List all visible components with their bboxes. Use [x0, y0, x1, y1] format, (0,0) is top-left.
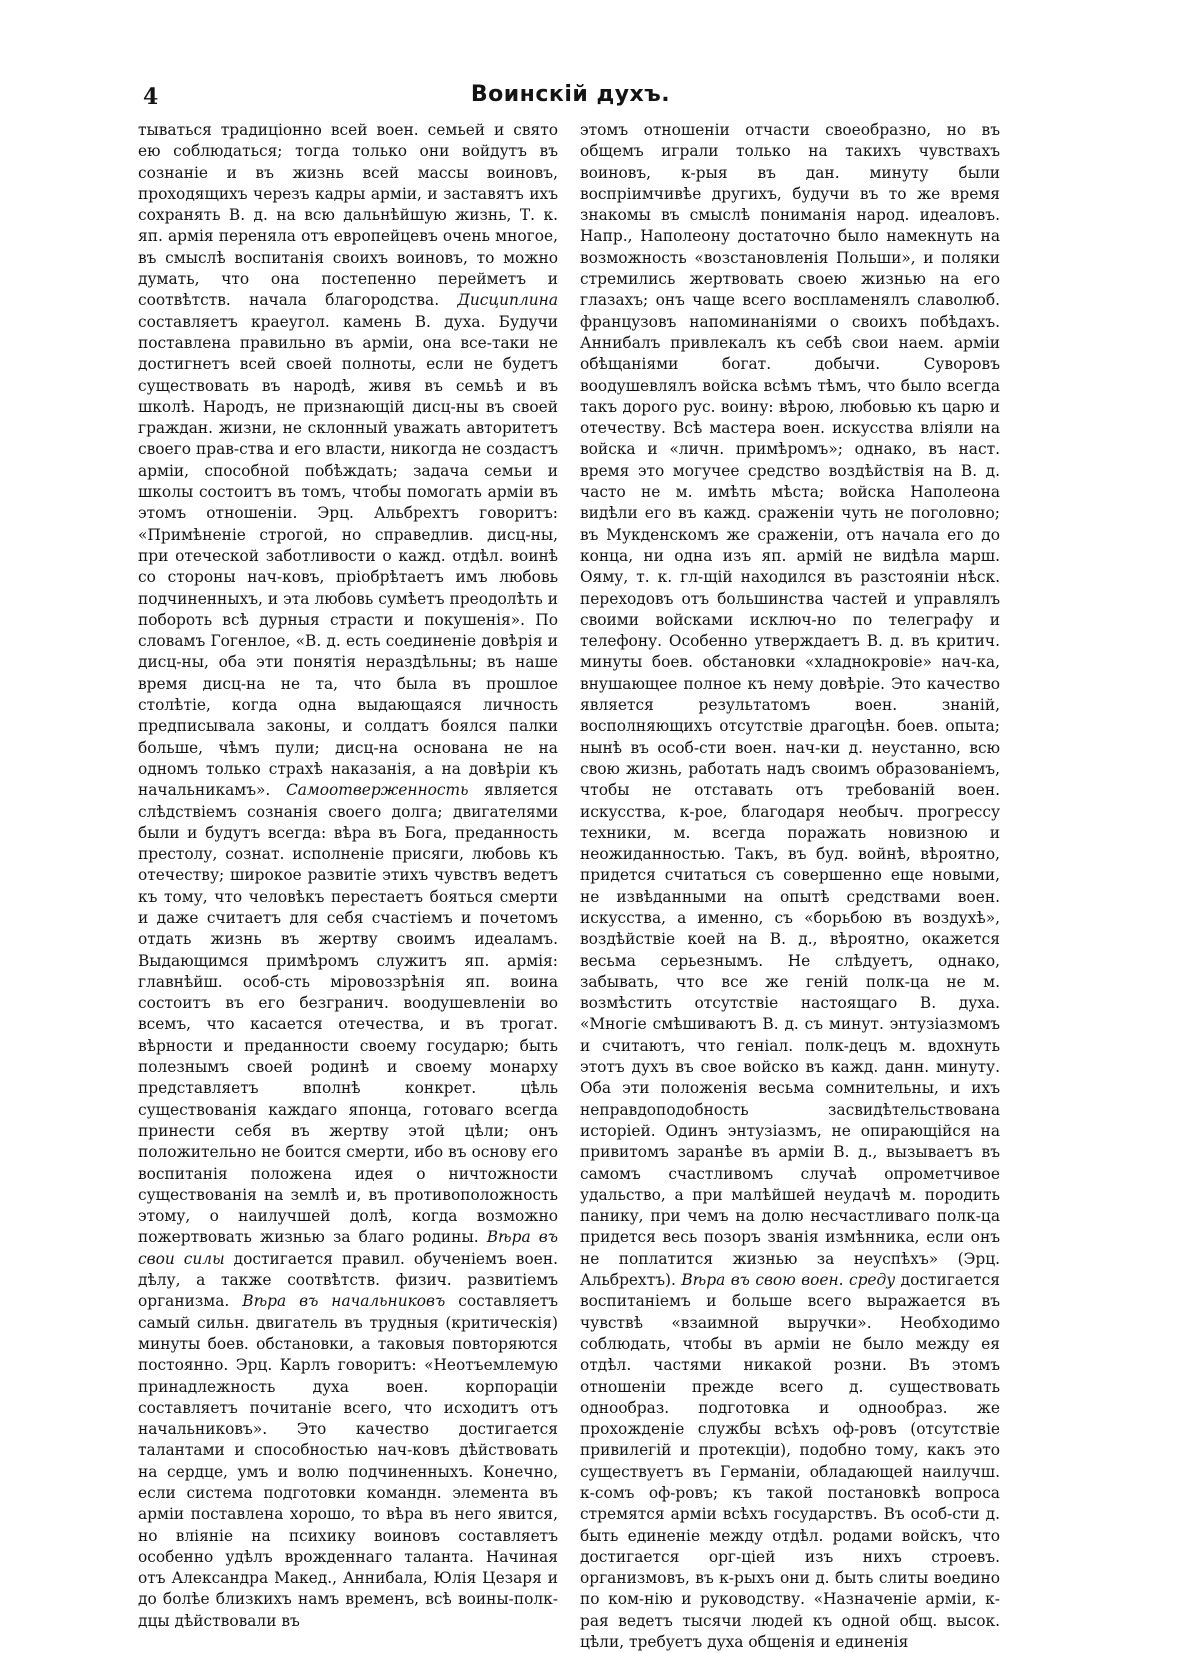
italic-term-faith-in-military-milieu: Вѣра въ свою воен. среду — [681, 1271, 896, 1290]
italic-term-self-confidence: Вѣра въ свои силы — [138, 1228, 559, 1268]
text-run: достигается воспитаніемъ и больше всего выражается въ чувствѣ «взаимной выручки». Необходимо соблюдать, чтобы въ арміи не было между ея отдѣл. частями никакой розни. Въ этомъ отношеніи прежде всего д. существовать однообраз. подготовка и однообраз. же прохожденіе службы всѣхъ оф-ровъ (отсутствіе привилегій и протекціи), подобно тому, какъ это существуетъ въ Германіи, обладающей наилучш. к-сомъ оф-ровъ; къ такой постановкѣ вопроса стремятся арміи всѣхъ государствъ. Въ особ-сти д. быть единеніе между отдѣл. родами войскъ, что достигается орг-ціей изъ нихъ строевъ. организмовъ, въ к-рыхъ они д. быть слиты воедино по ком-нію и руководству. «Назначеніе арміи, к-рая ведетъ тысячи людей къ одной общ. высок. цѣли, требуетъ духа общенія и единенія — [580, 1271, 1000, 1652]
italic-term-discipline: Дисциплина — [457, 291, 558, 310]
text-run: составляетъ краеугол. камень В. духа. Будучи поставлена правильно въ арміи, она все-таки не достигнетъ всей своей полноты, если не будетъ существовать въ народѣ, живя въ семьѣ и въ школѣ. Народъ, не признающій дисц-ны въ своей граждан. жизни, не склонный уважать авторитетъ своего прав-ства и его власти, никогда не создастъ арміи, способной побѣждать; задача семьи и школы состоитъ въ томъ, чтобы помогать арміи въ этомъ отношеніи. Эрц. Альбрехтъ говоритъ: «Примѣненіе строгой, но справедлив. дисц-ны, при отеческой заботливости о кажд. отдѣл. воинѣ со стороны нач-ковъ, пріобрѣтаетъ имъ любовь подчиненныхъ, и эта любовь сумѣетъ преодолѣть и побороть всѣ дурныя страсти и покушенія». По словамъ Гогенлое, «В. д. есть соединеніе довѣрія и дисц-ны, оба эти понятія нераздѣльны; въ наше время дисц-на не та, что была въ прошлое столѣтіе, когда одна выдающаяся личность предписывала законы, и солдатъ боялся палки больше, чѣмъ пули; дисц-на основана не на одномъ только страхѣ наказанія, а на довѣріи къ начальникамъ». — [138, 312, 558, 800]
running-title: Воинскій духъ. — [470, 82, 671, 107]
text-run: является слѣдствіемъ сознанія своего долга; двигателями были и будутъ всегда: вѣра въ Бога, преданность престолу, сознат. исполненіе присяги, любовь къ отечеству; широкое развитіе этихъ чувствъ ведетъ къ тому, что человѣкъ перестаетъ бояться смерти и даже считаетъ для себя счастіемъ и почетомъ отдать жизнь въ жертву своимъ идеаламъ. Выдающимся примѣромъ служитъ яп. армія: главнѣйш. особ-сть міровоззрѣнія яп. воина состоитъ въ его безгранич. воодушевленіи во всемъ, что касается отечества, и въ трогат. вѣрности и преданности своему государю; быть полезнымъ своей родинѣ и своему монарху представляетъ вполнѣ конкрет. цѣль существованія каждаго японца, готоваго всегда принести себя въ жертву этой цѣли; онъ положительно не боится смерти, ибо въ основу его воспитанія положена идея о ничтожности существованія на землѣ и, въ противоположность этому, о наилучшей долѣ, когда возможно пожертвовать жизнью за благо родины. — [138, 781, 558, 1247]
page-number: 4 — [143, 84, 159, 110]
text-column-right — [580, 120, 1000, 1652]
page-header — [143, 80, 998, 114]
text-run: достигается правил. обученіемъ воен. дѣлу, а также соотвѣтств. физич. развитіемъ организма. — [138, 1249, 558, 1311]
left-column-text — [138, 120, 558, 1632]
italic-term-faith-in-commanders: Вѣра въ начальниковъ — [242, 1292, 446, 1311]
right-column-text — [580, 120, 1000, 1653]
text-run: составляетъ самый сильн. двигатель въ трудныя (критическія) минуты боев. обстановки, а таковыя повторяются постоянно. Эрц. Карлъ говоритъ: «Неотъемлемую принадлежность духа воен. корпораціи составляетъ почитаніе всего, что исходитъ отъ начальниковъ». Это качество достигается талантами и способностью нач-ковъ дѣйствовать на сердце, умъ и волю подчиненныхъ. Конечно, если система подготовки командн. элемента въ арміи поставлена хорошо, то вѣра въ него явится, но вліяніе на психику воиновъ составляетъ особенно удѣлъ врожденнаго таланта. Начиная отъ Александра Макед., Аннибала, Юлія Цезаря и до болѣе близкихъ намъ временъ, всѣ воины-полк-дцы дѣйствовали въ — [138, 1292, 558, 1630]
text-column-left — [138, 120, 559, 1630]
text-run: тываться традиціонно всей воен. семьей и свято ею соблюдаться; тогда только они войдутъ въ сознаніе и въ жизнь всей массы воиновъ, проходящихъ черезъ кадры арміи, и заставятъ ихъ сохранять В. д. на всю дальнѣйшую жизнь, Т. к. яп. армія переняла отъ европейцевъ очень многое, въ смыслѣ воспитанія своихъ воиновъ, то можно думать, что она постепенно перейметъ и соотвѣтств. начала благородства. — [138, 121, 558, 310]
italic-term-selflessness: Самоотверженность — [286, 781, 469, 800]
text-run: этомъ отношеніи отчасти своеобразно, но въ общемъ играли только на такихъ чувствахъ воиновъ, к-рыя въ дан. минуту были воспріимчивѣе другихъ, будучи въ то же время знакомы въ смыслѣ пониманія народ. идеаловъ. Напр., Наполеону достаточно было намекнуть на возможность «возстановленія Польши», и поляки стремились жертвовать своею жизнью на его глазахъ; онъ чаще всего воспламенялъ славолюб. французовъ напоминаніями о своихъ побѣдахъ. Аннибалъ привлекалъ къ себѣ свои наем. арміи обѣщаніями богат. добычи. Суворовъ воодушевлялъ войска всѣмъ тѣмъ, что было всегда такъ дорого рус. воину: вѣрою, любовью къ царю и отечеству. Всѣ мастера воен. искусства вліяли на войска и «личн. примѣромъ»; однако, въ наст. время это могучее средство воздѣйствія на В. д. часто не м. имѣть мѣста; войска Наполеона видѣли его въ кажд. сраженіи чуть не поголовно; въ Мукденскомъ же сраженіи, отъ начала его до конца, ни одна изъ яп. армій не видѣла марш. Ояму, т. к. гл-щій находился въ разстояніи нѣск. переходовъ отъ большинства частей и управлялъ своими войсками исключ-но по телеграфу и телефону. Особенно утверждаетъ В. д. въ критич. минуты боев. обстановки «хладнокровіе» нач-ка, внушающее полное къ нему довѣріе. Это качество является результатомъ воен. знаній, восполняющихъ отсутствіе драгоцѣн. боев. опыта; нынѣ въ особ-сти воен. нач-ки д. неустанно, всю свою жизнь, работать надъ своимъ образованіемъ, чтобы не отставать отъ требованій воен. искусства, к-рое, благодаря необыч. прогрессу техники, м. всегда поражать новизною и неожиданностью. Такъ, въ буд. войнѣ, вѣроятно, придется считаться съ совершенно еще новыми, не извѣданными на опытѣ средствами воен. искусства, а именно, съ «борьбою въ воздухѣ», воздѣйствіе коей на В. д., вѣроятно, окажется весьма серьезнымъ. Не слѣдуетъ, однако, забывать, что все же геній полк-ца не м. возмѣстить отсутствіе настоящаго В. духа. «Многіе смѣшиваютъ В. д. съ минут. энтузіазмомъ и считаютъ, что геніал. полк-децъ м. вдохнуть этотъ духъ въ свое войско въ кажд. данн. минуту. Оба эти положенія весьма сомнительны, и ихъ неправдоподобность засвидѣтельствована исторіей. Одинъ энтузіазмъ, не опирающійся на привитомъ заранѣе въ арміи В. д., вызываетъ въ самомъ счастливомъ случаѣ опрометчивое удальство, а при малѣйшей неудачѣ м. породить панику, при чемъ на долю несчастливаго полк-ца придется весь позоръ званія измѣнника, если онъ не поплатится жизнью за неуспѣхъ» (Эрц. Альбрехтъ). — [580, 121, 1000, 1290]
